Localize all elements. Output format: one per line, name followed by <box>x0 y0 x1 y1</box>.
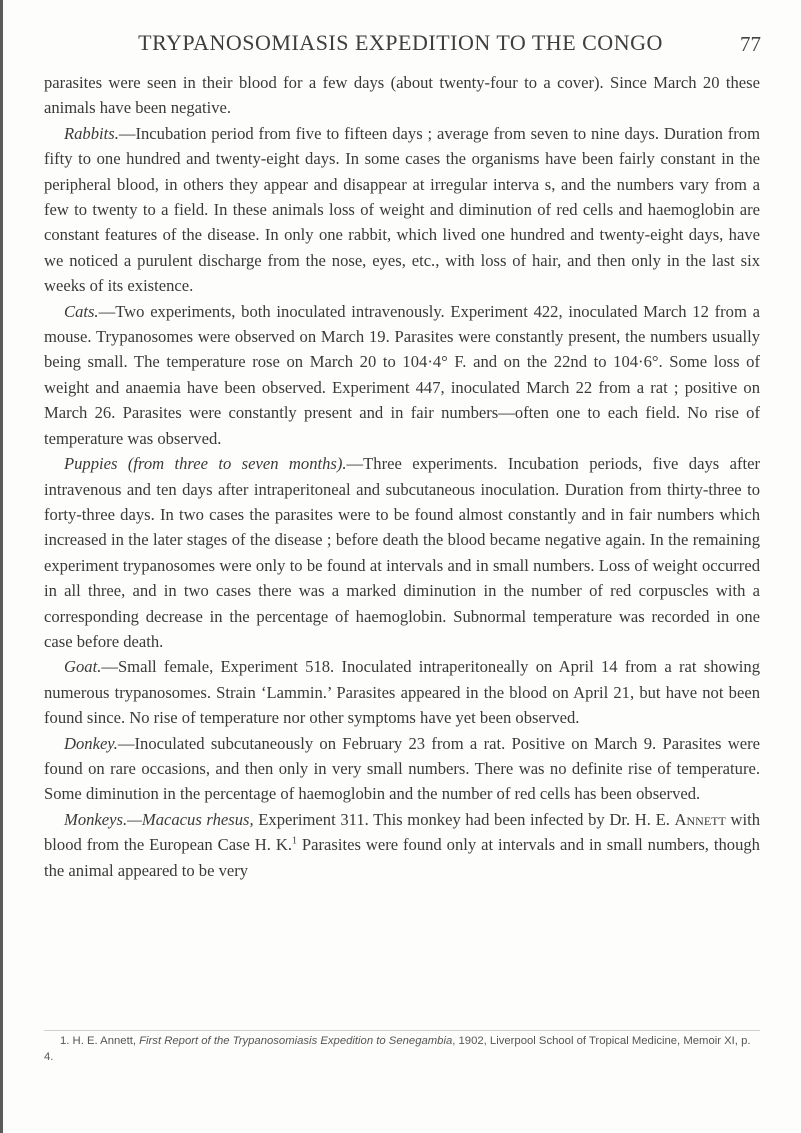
footnote-details: , 1902, Liverpool School of Tropical Medicine, Memoir XI, p. 4. <box>44 1035 751 1063</box>
paragraph-body: —Two experiments, both inoculated intravenously. Experiment 422, inoculated March 12 from a mouse. Trypanosomes were observed on March 19. Parasites were constantly present, the numbers usually being small. The temperature rose on March 20 to 104·4° F. and on the 22nd to 104·6°. Some loss of weight and anaemia have been observed. Experiment 447, inoculated March 22 from a rat ; positive on March 26. Parasites were constantly present and in fair numbers—often one to each field. No rise of temperature was observed. <box>44 301 760 448</box>
paragraph-body: with blood from the European Case H. K. <box>44 809 761 855</box>
paragraph-body: Parasites were found only at intervals and in small numbers, though the animal appeared to be very <box>44 835 760 880</box>
paragraph-lead: Cats. <box>64 301 99 321</box>
running-header: TRYPANOSOMIASIS EXPEDITION TO THE CONGO <box>138 30 663 55</box>
paragraph-lead: Donkey. <box>64 733 118 753</box>
paragraph-lead: Rabbits. <box>64 123 119 143</box>
paragraph-body: Experiment 311. This monkey had been infected by Dr. H. E. <box>253 809 675 829</box>
footnote-number: 1. <box>60 1035 70 1047</box>
paragraph-body: —Incubation period from five to fifteen days ; average from seven to nine days. Duration from fifty to one hundred and twenty-eight days. In some cases the organisms have been fairly constant in the peripheral blood, in others they appear and disappear at irregular interva s, and the numbers vary from a few to twenty to a field. In these animals loss of weight and diminution of red cells and haemoglobin are constant features of the disease. In only one rabbit, which lived one hundred and twenty-eight days, have we noticed a purulent discharge from the nose, eyes, etc., with loss of hair, and then only in the last six weeks of its existence. <box>44 123 760 296</box>
paragraph-puppies <box>44 451 760 654</box>
paragraph-rabbits <box>44 121 760 299</box>
paragraph-body: —Three experiments. Incubation periods, five days after intravenous and ten days after intraperitoneal and subcutaneous inoculation. Duration from thirty-three to forty-three days. In two cases the parasites were to be found almost constantly and in fair numbers which increased in the later stages of the disease ; before death the blood became negative again. In the remaining experiment trypanosomes were only to be found at intervals and in small numbers. Loss of weight occurred in all three, and in two cases there was a marked diminution in the number of red corpuscles with a corresponding decrease in the percentage of haemoglobin. Subnormal temperature was recorded in one case before death. <box>44 454 760 651</box>
paragraph-lead: Goat. <box>64 657 102 677</box>
paragraph-continuation: parasites were seen in their blood for a few days (about twenty-four to a cover). Since March 20 these animals have been negative. <box>44 73 760 118</box>
paragraph-goat <box>44 654 760 730</box>
paragraph-body: —Inoculated subcutaneously on February 23 from a rat. Positive on March 9. Parasites were found on rare occasions, and then only in very small numbers. There was no definite rise of temperature. Some diminution in the percentage of haemoglobin and the number of red cells has been observed. <box>44 733 760 804</box>
paragraph-monkeys <box>44 807 760 883</box>
page-edge <box>0 0 3 1133</box>
author-name: Annett <box>674 809 726 829</box>
page-number: 77 <box>740 32 761 56</box>
footnote-author: H. E. Annett, <box>69 1035 140 1047</box>
paragraph-lead: Puppies (from three to seven months). <box>64 454 347 474</box>
paragraph-cats <box>44 299 760 451</box>
footnote-title: First Report of the Trypanosomiasis Expedition to Senegambia <box>139 1035 453 1047</box>
footnote-divider <box>44 1030 760 1031</box>
footnote-reference[interactable]: 1 <box>292 835 297 847</box>
paragraph-donkey <box>44 731 760 807</box>
body-text <box>44 70 760 883</box>
footnote <box>44 1033 760 1065</box>
paragraph-lead: Monkeys.—Macacus rhesus, <box>64 809 254 829</box>
paragraph-body: —Small female, Experiment 518. Inoculated intraperitoneally on April 14 from a rat showing numerous trypanosomes. Strain ‘Lammin.’ Parasites appeared in the blood on April 21, but have not been found since. No rise of temperature nor other symptoms have yet been observed. <box>44 657 760 728</box>
